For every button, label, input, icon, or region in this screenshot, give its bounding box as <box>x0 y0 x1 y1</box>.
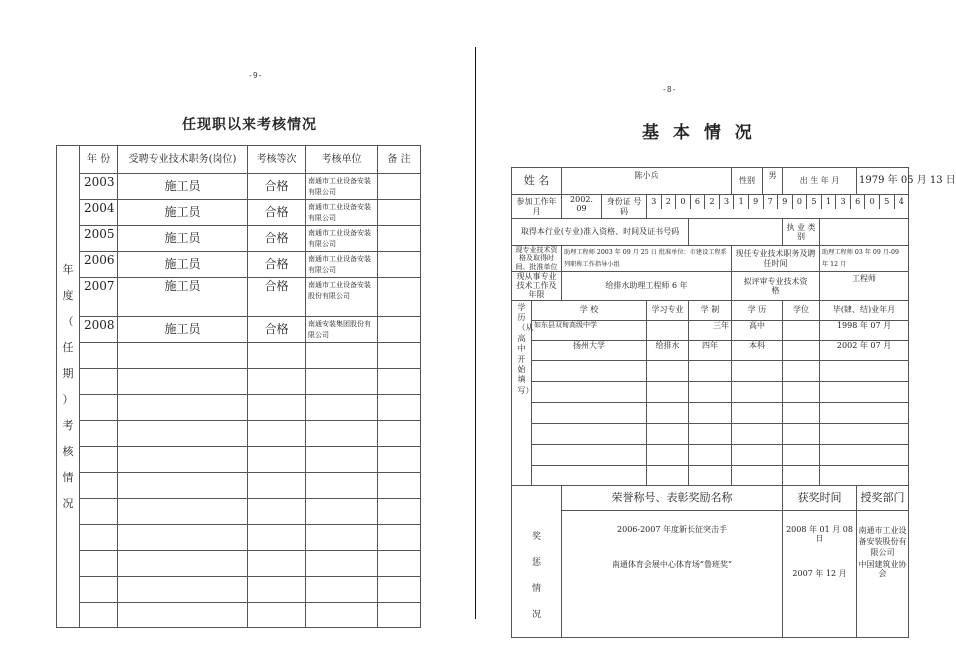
edu-major <box>647 320 689 340</box>
award-time: 2008 年 01 月 08 日 <box>786 524 853 543</box>
id-digit: 3 <box>835 195 850 209</box>
row-position: 施工员 <box>118 278 248 317</box>
edu-header-school: 学 校 <box>532 300 647 320</box>
empty-row <box>57 499 421 525</box>
row-year: 2004 <box>80 200 118 226</box>
row-year: 2005 <box>80 226 118 252</box>
row-remark <box>378 252 421 278</box>
row-position: 施工员 <box>118 200 248 226</box>
awards-name-column <box>562 485 783 637</box>
side-label-char: 况 <box>62 496 74 510</box>
page-divider <box>475 47 476 619</box>
id-digit: 0 <box>675 195 690 209</box>
header-remark: 备 注 <box>378 146 421 174</box>
row-unit: 南通安装集团股份有限公司 <box>306 317 378 343</box>
work-start-value: 2002. 09 <box>562 195 602 219</box>
practice-type-label: 执 业 类 别 <box>783 219 820 246</box>
current-title-label: 现任专业技术职务及聘任时间 <box>732 246 820 272</box>
row-year: 2003 <box>80 174 118 200</box>
side-label-char: 年 <box>62 262 74 276</box>
table-row <box>57 252 421 278</box>
edu-header-graduation: 毕(肄、结)业年月 <box>820 300 909 320</box>
award-name: 南通体育会展中心体育场“鲁班奖” <box>611 559 733 569</box>
edu-duration: 四年 <box>689 340 732 360</box>
id-digit: 5 <box>806 195 821 209</box>
education-side-label: 学历（从高中开始填写） <box>512 300 532 485</box>
empty-row <box>57 447 421 473</box>
gender-label: 性别 <box>732 168 763 195</box>
edu-graduation: 2002 年 07 月 <box>820 340 909 360</box>
header-grade: 考核等次 <box>248 146 306 174</box>
empty-row <box>57 577 421 603</box>
name-value: 陈小兵 <box>562 168 732 195</box>
empty-row <box>512 402 909 423</box>
award-header-name: 荣誉称号、表彰奖励名称 <box>562 486 782 511</box>
edu-school: 如东县双甸高级中学 <box>532 320 647 340</box>
row-unit: 南通市工业设备安装股份有限公司 <box>306 278 378 317</box>
award-header-time: 获奖时间 <box>783 486 856 511</box>
row-year: 2008 <box>80 317 118 343</box>
edu-duration: 三年 <box>689 320 732 340</box>
row-remark <box>378 278 421 317</box>
row-position: 施工员 <box>118 317 248 343</box>
empty-row <box>512 465 909 485</box>
row-grade: 合格 <box>248 317 306 343</box>
work-years-value: 给排水助理工程师 6 年 <box>562 272 732 301</box>
award-side-char: 奖 <box>531 531 541 542</box>
award-name: 2006-2007 年度新长征突击手 <box>617 524 727 534</box>
empty-row <box>57 473 421 499</box>
awards-side-label <box>512 485 562 637</box>
left-page-title: 任现职以来考核情况 <box>182 117 317 133</box>
row-position: 施工员 <box>118 174 248 200</box>
work-start-label: 参加工作年月 <box>512 195 562 219</box>
table-row <box>57 226 421 252</box>
row-year: 2006 <box>80 252 118 278</box>
award-header-dept: 授奖部门 <box>857 486 908 511</box>
id-digit: 1 <box>821 195 836 209</box>
side-label-char: ） <box>62 392 74 406</box>
empty-row <box>57 421 421 447</box>
industry-qualification-label: 取得本行业(专业)准入资格、时间及证书号码 <box>512 219 689 246</box>
header-unit: 考核单位 <box>306 146 378 174</box>
id-digit: 3 <box>719 195 734 209</box>
edu-header-duration: 学 制 <box>689 300 732 320</box>
id-digit: 6 <box>850 195 865 209</box>
edu-degree <box>783 340 820 360</box>
row-unit: 南通市工业设备安装有限公司 <box>306 200 378 226</box>
awards-dept-column <box>857 485 909 637</box>
edu-level: 本科 <box>732 340 783 360</box>
row-grade: 合格 <box>248 174 306 200</box>
side-label-char: 考 <box>62 418 74 432</box>
table-row <box>57 278 421 317</box>
name-label: 姓 名 <box>512 168 562 195</box>
id-digit: 9 <box>748 195 763 209</box>
edu-level: 高中 <box>732 320 783 340</box>
header-position: 受聘专业技术职务(岗位) <box>118 146 248 174</box>
row-grade: 合格 <box>248 278 306 317</box>
empty-row <box>57 369 421 395</box>
right-page-title: 基 本 情 况 <box>642 123 756 143</box>
row-unit: 南通市工业设备安装有限公司 <box>306 226 378 252</box>
row-unit: 南通市工业设备安装有限公司 <box>306 252 378 278</box>
id-digit: 6 <box>690 195 705 209</box>
table-row <box>57 200 421 226</box>
award-side-char: 况 <box>531 609 541 620</box>
education-row <box>512 340 909 360</box>
empty-row <box>512 381 909 402</box>
award-dept: 中国建筑业协会 <box>858 560 907 579</box>
edu-degree <box>783 320 820 340</box>
row-grade: 合格 <box>248 200 306 226</box>
side-label-char: 期 <box>62 366 74 380</box>
qualification-value: 助理工程师 2003 年 09 月 25 日 批准单位：市建设工程系列职称工作指导小组 <box>562 246 732 272</box>
id-digit: 4 <box>894 195 909 209</box>
empty-row <box>512 360 909 381</box>
row-remark <box>378 174 421 200</box>
birth-value: 1979 年 05 月 13 日 <box>857 168 909 195</box>
work-years-label: 现从事专业技术工作及年限 <box>512 272 562 301</box>
qualification-label: 现专业技术资格及取得时间、批准单位 <box>512 246 562 272</box>
empty-row <box>57 395 421 421</box>
row-position: 施工员 <box>118 252 248 278</box>
edu-header-level: 学 历 <box>732 300 783 320</box>
id-digit: 2 <box>704 195 719 209</box>
row-year: 2007 <box>80 278 118 317</box>
id-digit: 5 <box>879 195 894 209</box>
row-grade: 合格 <box>248 252 306 278</box>
header-year: 年 份 <box>80 146 118 174</box>
edu-graduation: 1998 年 07 月 <box>820 320 909 340</box>
table-row <box>57 317 421 343</box>
id-digit: 0 <box>864 195 879 209</box>
side-label-char: 任 <box>62 340 74 354</box>
empty-row <box>57 603 421 628</box>
empty-row <box>57 551 421 577</box>
basic-info-table <box>511 167 956 638</box>
current-title-value: 助理工程师 03 年 09 月-09 年 12 月 <box>820 246 909 272</box>
id-digit: 0 <box>792 195 807 209</box>
edu-major: 给排水 <box>647 340 689 360</box>
row-remark <box>378 200 421 226</box>
id-digit: 7 <box>763 195 778 209</box>
row-remark <box>378 226 421 252</box>
id-number-field <box>647 195 909 219</box>
edu-header-major: 学习专业 <box>647 300 689 320</box>
id-digit: 2 <box>661 195 676 209</box>
side-label-char: 度 <box>62 288 74 302</box>
row-grade: 合格 <box>248 226 306 252</box>
proposed-title-label: 拟评审专业技术资格 <box>732 272 820 301</box>
proposed-title-value: 工程师 <box>820 272 909 301</box>
row-position: 施工员 <box>118 226 248 252</box>
empty-row <box>512 444 909 465</box>
side-label-char: （ <box>62 314 74 328</box>
id-label: 身份证 号 码 <box>602 195 647 219</box>
id-digit: 1 <box>733 195 748 209</box>
table-row <box>57 174 421 200</box>
award-side-char: 惩 <box>531 557 541 568</box>
gender-value: 男 <box>763 168 783 195</box>
page-number-left: -9- <box>248 71 263 80</box>
row-unit: 南通市工业设备安装有限公司 <box>306 174 378 200</box>
side-label-char: 情 <box>62 470 74 484</box>
page-number-right: -8- <box>662 85 677 94</box>
awards-time-column <box>783 485 857 637</box>
edu-school: 扬州大学 <box>532 340 647 360</box>
birth-label: 出 生 年 月 <box>783 168 857 195</box>
id-digit: 9 <box>777 195 792 209</box>
award-dept: 南通市工业设备安装股份有限公司 <box>858 525 907 557</box>
empty-row <box>57 525 421 551</box>
row-remark <box>378 317 421 343</box>
education-row <box>512 320 909 340</box>
edu-header-degree: 学位 <box>783 300 820 320</box>
industry-qualification-value <box>689 219 783 246</box>
award-time: 2007 年 12 月 <box>792 568 847 578</box>
side-label-char: 核 <box>62 444 74 458</box>
assessment-side-label <box>57 146 80 628</box>
award-side-char: 情 <box>531 583 541 594</box>
empty-row <box>57 343 421 369</box>
empty-row <box>512 423 909 444</box>
assessment-table <box>56 145 421 628</box>
id-digit: 3 <box>651 197 657 206</box>
practice-type-value <box>820 219 909 246</box>
